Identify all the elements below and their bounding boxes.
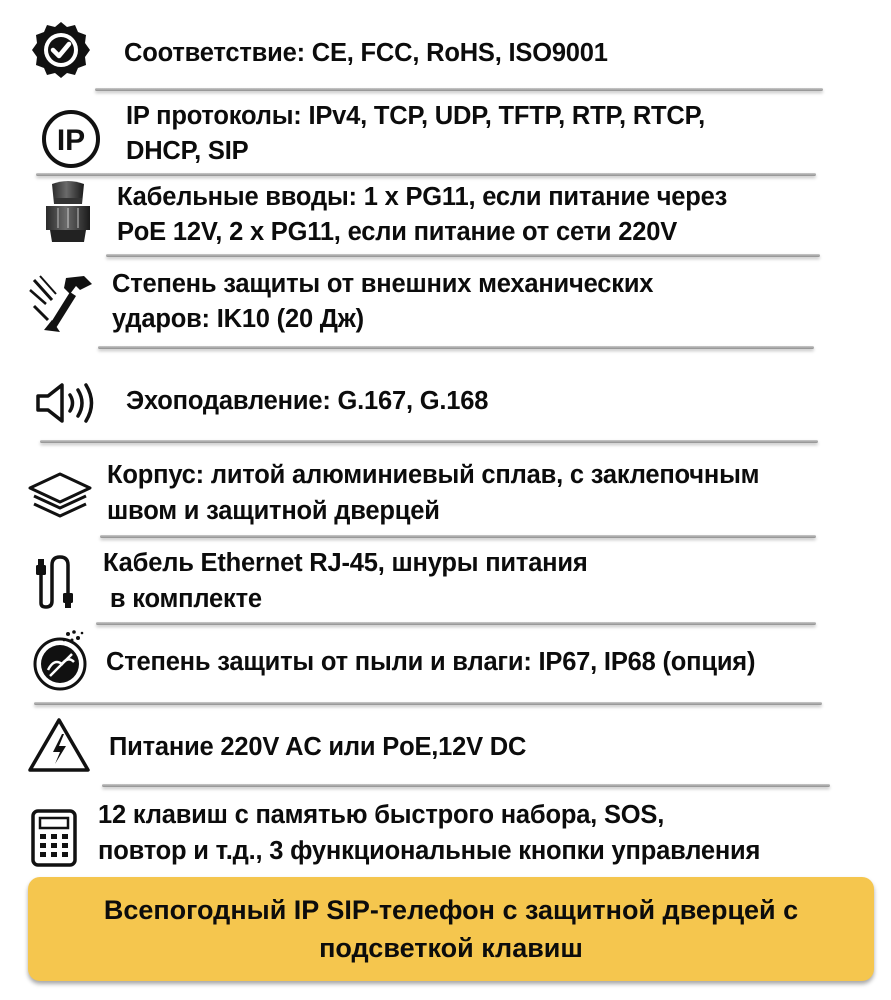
feature-text-line: Степень защиты от пыли и влаги: IP67, IP68 (опция) bbox=[106, 648, 756, 676]
divider bbox=[102, 784, 830, 787]
feature-text-line: ударов: IK10 (20 Дж) bbox=[112, 305, 364, 333]
svg-text:IP: IP bbox=[56, 124, 86, 157]
product-title-banner bbox=[28, 877, 874, 981]
ip-circle-icon bbox=[40, 108, 102, 170]
divider bbox=[96, 622, 816, 625]
banner-title bbox=[28, 891, 874, 967]
divider bbox=[34, 702, 822, 705]
divider bbox=[40, 440, 818, 443]
dust-water-protection-icon bbox=[28, 628, 92, 692]
divider bbox=[98, 346, 814, 349]
keypad-calculator-icon bbox=[30, 808, 78, 868]
feature-text-line: DHCP, SIP bbox=[126, 137, 249, 165]
cable-plug-icon bbox=[32, 551, 92, 611]
feature-text-line: Соответствие: CE, FCC, RoHS, ISO9001 bbox=[124, 39, 608, 67]
layers-icon bbox=[26, 470, 94, 522]
certificate-badge-icon bbox=[30, 19, 92, 81]
high-voltage-warning-icon bbox=[26, 716, 92, 774]
feature-text-line: Степень защиты от внешних механических bbox=[112, 270, 654, 298]
feature-text-line: Кабель Ethernet RJ-45, шнуры питания bbox=[103, 549, 588, 577]
divider bbox=[95, 88, 823, 91]
feature-text-line: повтор и т.д., 3 функциональные кнопки управления bbox=[98, 837, 761, 865]
feature-text-line: PoE 12V, 2 x PG11, если питание от сети 220V bbox=[117, 218, 678, 246]
feature-text-line: в комплекте bbox=[103, 585, 262, 613]
divider bbox=[106, 254, 820, 257]
banner-title-line: Всепогодный IP SIP-телефон с защитной дверцей с bbox=[103, 895, 799, 925]
feature-text-line: Кабельные вводы: 1 x PG11, если питание через bbox=[117, 183, 728, 211]
cable-gland-icon bbox=[40, 180, 96, 246]
feature-text-line: Эхоподавление: G.167, G.168 bbox=[126, 387, 489, 415]
feature-text-line: 12 клавиш с памятью быстрого набора, SOS, bbox=[98, 801, 665, 829]
feature-text-line: Питание 220V AC или PoE,12V DC bbox=[109, 733, 527, 761]
speaker-sound-icon bbox=[34, 382, 98, 424]
feature-text-line: IP протоколы: IPv4, TCP, UDP, TFTP, RTP, RTCP, bbox=[126, 102, 706, 130]
feature-text-line: Корпус: литой алюминиевый сплав, с заклепочным bbox=[107, 461, 760, 489]
divider bbox=[100, 535, 816, 538]
banner-title-line: подсветкой клавиш bbox=[319, 933, 583, 963]
hammer-impact-icon bbox=[26, 272, 98, 334]
divider bbox=[36, 173, 816, 176]
feature-text-line: швом и защитной дверцей bbox=[107, 497, 440, 525]
